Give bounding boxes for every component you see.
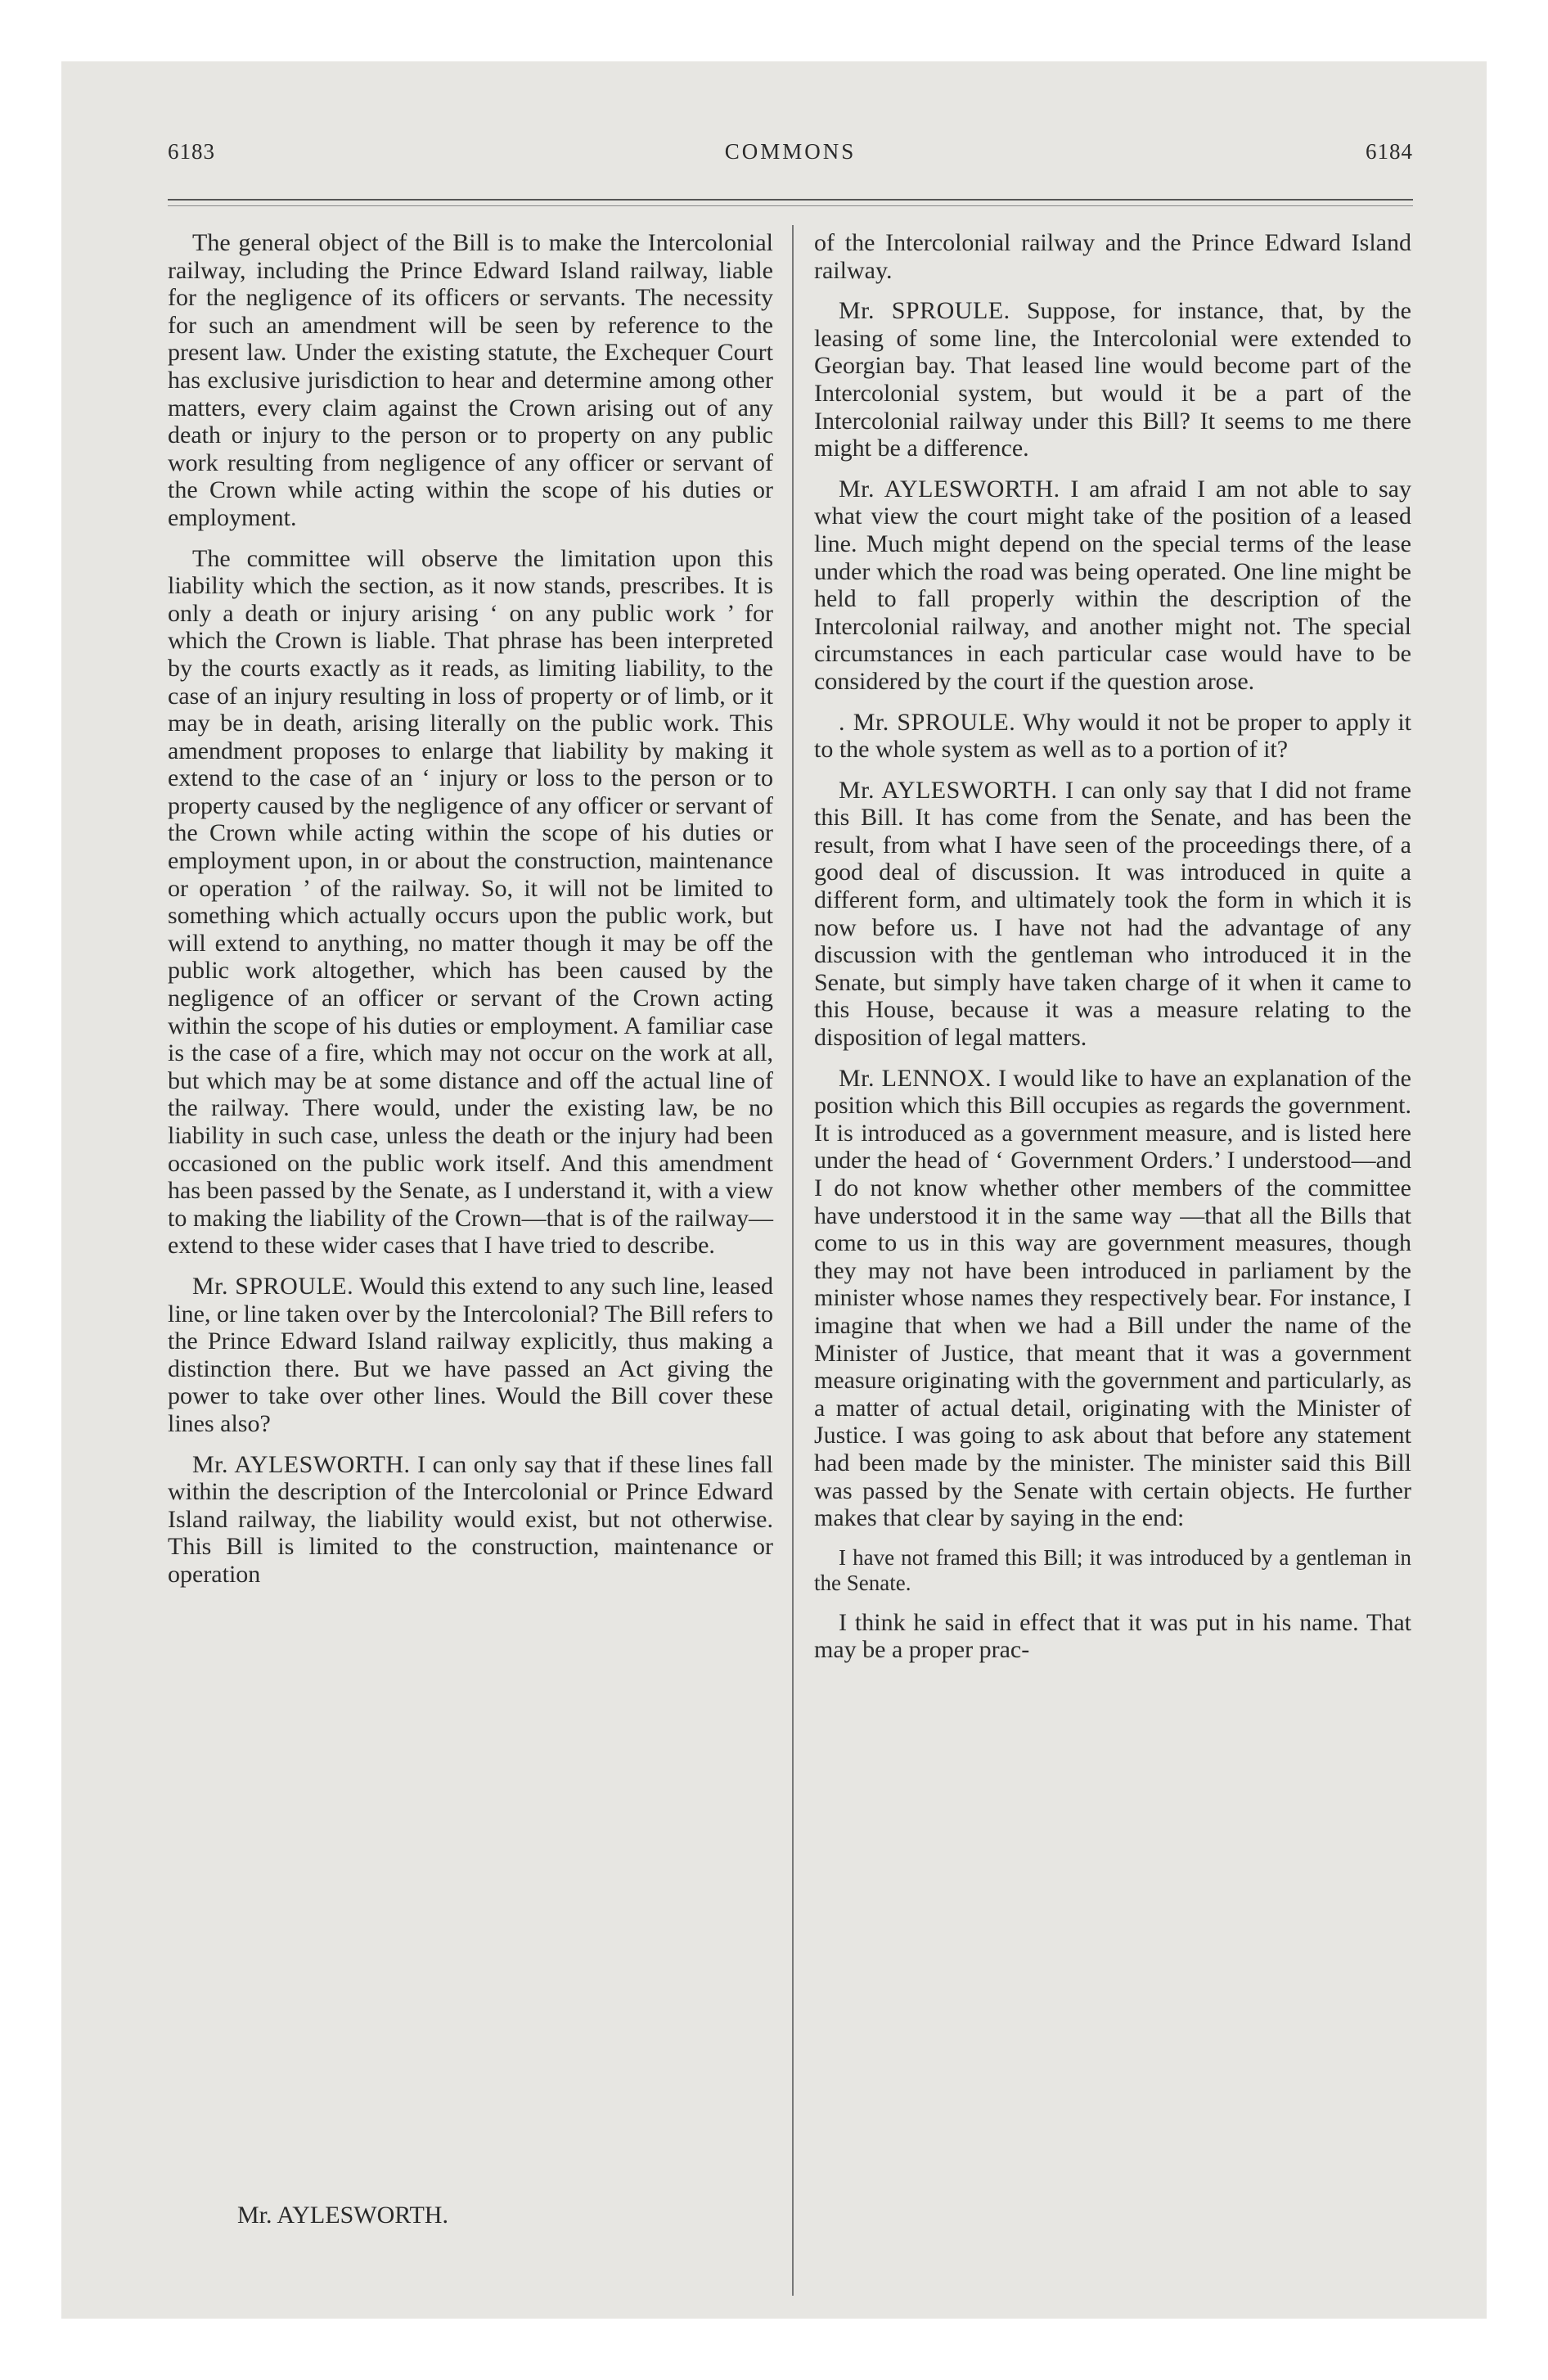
paragraph: I think he said in effect that it was put in his name. That may be a proper prac- (814, 1608, 1411, 1664)
left-column (168, 229, 773, 1602)
page-header (168, 139, 1413, 172)
hansard-page (61, 61, 1487, 2319)
speech-paragraph (814, 297, 1411, 462)
speaker-name: Mr. AYLESWORTH. (839, 475, 1060, 503)
column-divider (792, 225, 794, 2296)
running-title: COMMONS (724, 139, 857, 164)
speech-paragraph (168, 1273, 773, 1438)
speech-text: Suppose, for instance, that, by the leasing of some line, the Intercolonial were extended to Georgian bay. That leased line would become part of the Intercolonial system, but would it be a part of the Intercolonial railway under this Bill? It seems to me there might be a difference. (814, 297, 1411, 462)
speaker-name: Mr. AYLESWORTH. (839, 776, 1058, 804)
speech-text: Why would it not be proper to apply it to the whole system as well as to a portion of it? (814, 708, 1411, 764)
speech-paragraph (814, 1065, 1411, 1532)
catchword: Mr. AYLESWORTH. (237, 2202, 448, 2229)
speech-text: I can only say that if these lines fall within the description of the Intercolonial or Prince Edward Island railway, the liability would exist, but not otherwise. This Bill is limited to the construction, maintenance or operation (168, 1450, 773, 1588)
block-quote: I have not framed this Bill; it was introduced by a gentleman in the Senate. (814, 1544, 1411, 1595)
header-rule (168, 199, 1413, 201)
speech-text: I would like to have an explanation of the position which this Bill occupies as regards the government. It is introduced as a government measure, and is listed here under the head of ‘ Government Orders.’ I understood—and I do not know whether other members of the committee have understood it in the same way —that all the Bills that come to us in this way are government measures, though they may not have been introduced in parliament by the minister whose names they respectively bear. For instance, I imagine that when we had a Bill under the name of the Minister of Justice, that meant that it was a government measure originating with the government and particularly, as a matter of actual detail, originating with the Minister of Justice. I was going to ask about that before any statement had been made by the minister. The minister said this Bill was passed by the Senate with certain objects. He further makes that clear by saying in the end: (814, 1064, 1411, 1532)
speech-paragraph (814, 476, 1411, 696)
paragraph-continuation: of the Intercolonial railway and the Prince Edward Island railway. (814, 229, 1411, 284)
speaker-name: . Mr. SPROULE. (839, 708, 1016, 736)
paragraph: The committee will observe the limitation upon this liability which the section, as it now stands, prescribes. It is only a death or injury arising ‘ on any public work ’ for which the Crown is liable. That phrase has been interpreted by the courts exactly as it reads, as limiting liability, to the case of an injury resulting in loss of property or of limb, or it may be in death, arising literally on the public work. This amendment proposes to enlarge that liability by making it extend to the case of an ‘ injury or loss to the person or to property caused by the negligence of any officer or servant of the Crown while acting within the scope of his duties or employment upon, in or about the construction, maintenance or operation ’ of the railway. So, it will not be limited to something which actually occurs upon the public work, but will extend to anything, no matter though it may be off the public work altogether, which has been caused by the negligence of an officer or servant of the Crown acting within the scope of his duties or employment. A familiar case is the case of a fire, which may not occur on the work at all, but which may be at some distance and off the actual line of the railway. There would, under the existing law, be no liability in such case, unless the death or the injury had been occasioned on the public work itself. And this amendment has been passed by the Senate, as I understand it, with a view to making the liability of the Crown—that is of the railway—extend to these wider cases that I have tried to describe. (168, 544, 773, 1260)
page-number-right: 6184 (1366, 139, 1413, 164)
page-number-left: 6183 (168, 139, 215, 164)
speech-paragraph (814, 709, 1411, 764)
speech-text: I can only say that I did not frame this Bill. It has come from the Senate, and has been the result, from what I have seen of the proceedings there, of a good deal of discussion. It was introduced in quite a different form, and ultimately took the form in which it is now before us. I have not had the advantage of any discussion with the gentleman who introduced it in the Senate, but simply have taken charge of it when it came to this House, because it was a measure relating to the disposition of legal matters. (814, 776, 1412, 1052)
speech-paragraph (168, 1451, 773, 1589)
paragraph: The general object of the Bill is to make the Intercolonial railway, including the Prince Edward Island railway, liable for the negligence of its officers or servants. The necessity for such an amendment will be seen by reference to the present law. Under the existing statute, the Exchequer Court has exclusive jurisdiction to hear and determine among other matters, every claim against the Crown arising out of any death or injury to the person or to property on any public work resulting from negligence of any officer or servant of the Crown while acting within the scope of his duties or employment. (168, 229, 773, 531)
speech-text: I am afraid I am not able to say what view the court might take of the position of a leased line. Much might depend on the special terms of the lease under which the road was being operated. One line might be held to fall properly within the description of the Intercolonial railway, and another might not. The special circumstances in each particular case would have to be considered by the court if the question arose. (814, 475, 1411, 695)
speaker-name: Mr. SPROULE. (192, 1272, 354, 1300)
header-rule-secondary (168, 205, 1413, 206)
right-column (814, 229, 1411, 1677)
speech-text: Would this extend to any such line, leased line, or line taken over by the Intercolonial? The Bill refers to the Prince Edward Island railway explicitly, thus making a distinction there. But we have passed an Act giving the power to take over other lines. Would the Bill cover these lines also? (168, 1272, 773, 1437)
speaker-name: Mr. SPROULE. (839, 297, 1010, 325)
speaker-name: Mr. AYLESWORTH. (192, 1450, 411, 1478)
speaker-name: Mr. LENNOX. (839, 1064, 992, 1092)
speech-paragraph (814, 777, 1411, 1052)
